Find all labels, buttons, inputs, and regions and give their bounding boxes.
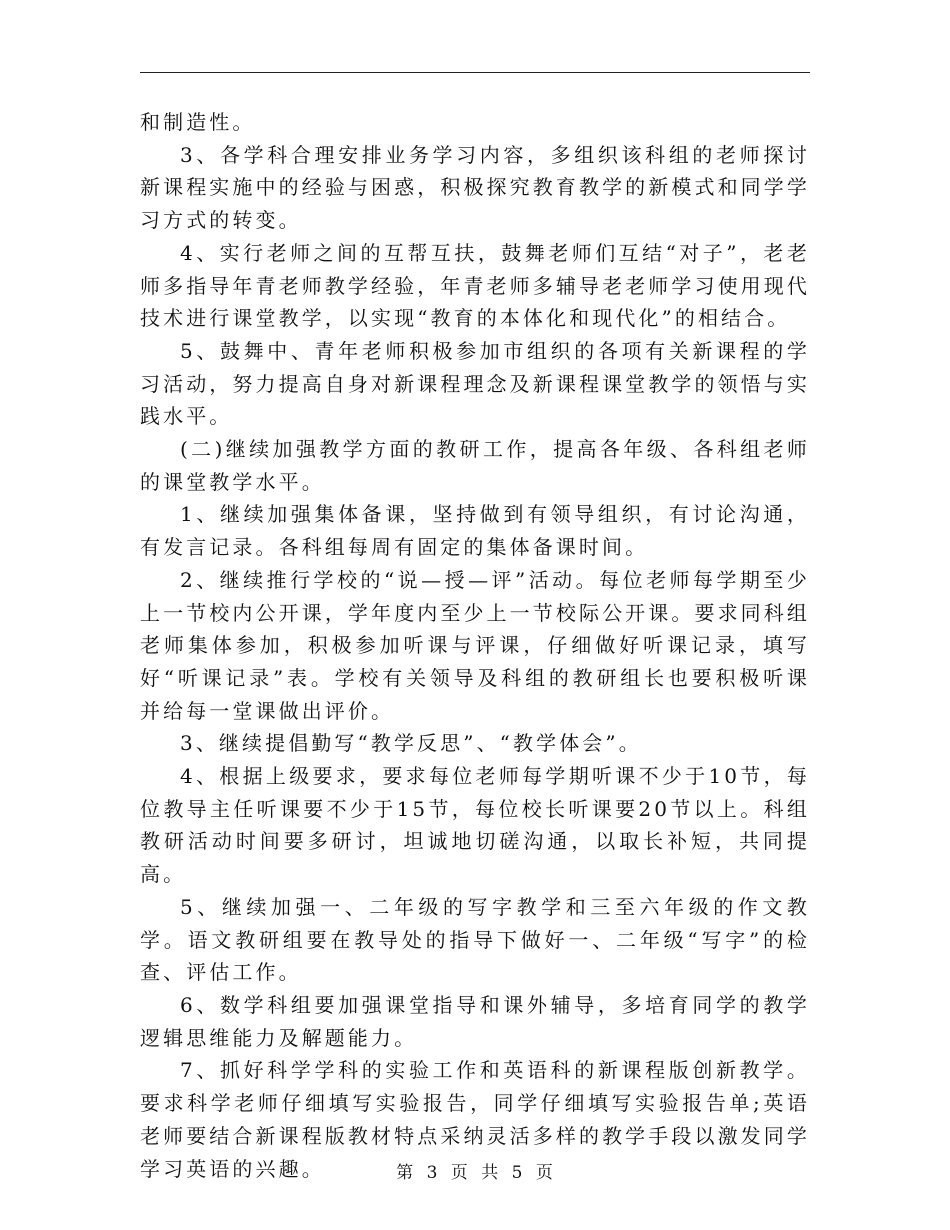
paragraph: 5、继续加强一、二年级的写字教学和三至六年级的作文教学。语文教研组要在教导处的指导下做好一、二年级“写字”的检查、评估工作。	[140, 894, 810, 985]
page-number-footer: 第 3 页 共 5 页	[396, 1163, 554, 1183]
paragraph: 3、继续提倡勤写“教学反思”、“教学体会”。	[180, 731, 642, 756]
paragraph: 1、继续加强集体备课，坚持做到有领导组织，有讨论沟通，有发言记录。各科组每周有固定的集体备课时间。	[140, 502, 810, 560]
header-rule	[140, 72, 810, 73]
paragraph: 6、数学科组要加强课堂指导和课外辅导，多培育同学的教学逻辑思维能力及解题能力。	[140, 992, 810, 1050]
document-body	[140, 106, 810, 1185]
paragraph: 7、抓好科学学科的实验工作和英语科的新课程版创新教学。要求科学老师仔细填写实验报告，同学仔细填写实验报告单;英语老师要结合新课程版教材特点采纳灵活多样的教学手段以激发同学学习英语的兴趣。	[140, 1058, 810, 1181]
paragraph: 4、实行老师之间的互帮互扶，鼓舞老师们互结“对子”，老老师多指导年青老师教学经验，年青老师多辅导老老师学习使用现代技术进行课堂教学，以实现“教育的本体化和现代化”的相结合。	[140, 240, 810, 331]
paragraph: 3、各学科合理安排业务学习内容，多组织该科组的老师探讨新课程实施中的经验与困惑，积极探究教育教学的新模式和同学学习方式的转变。	[140, 142, 810, 233]
paragraph: 和制造性。	[140, 110, 256, 134]
paragraph: 4、根据上级要求，要求每位老师每学期听课不少于10节，每位教导主任听课要不少于15节，每位校长听课要20节以上。科组教研活动时间要多研讨，坦诚地切磋沟通，以取长补短，共同提高。	[140, 764, 810, 887]
section-heading: (二)继续加强教学方面的教研工作，提高各年级、各科组老师的课堂教学水平。	[140, 437, 810, 494]
paragraph: 5、鼓舞中、青年老师积极参加市组织的各项有关新课程的学习活动，努力提高自身对新课程理念及新课程课堂教学的领悟与实践水平。	[140, 338, 810, 429]
paragraph: 2、继续推行学校的“说—授—评”活动。每位老师每学期至少上一节校内公开课，学年度内至少上一节校际公开课。要求同科组老师集体参加，积极参加听课与评课，仔细做好听课记录，填写好“听课记录”表。学校有关领导及科组的教研组长也要积极听课并给每一堂课做出评价。	[140, 567, 810, 723]
